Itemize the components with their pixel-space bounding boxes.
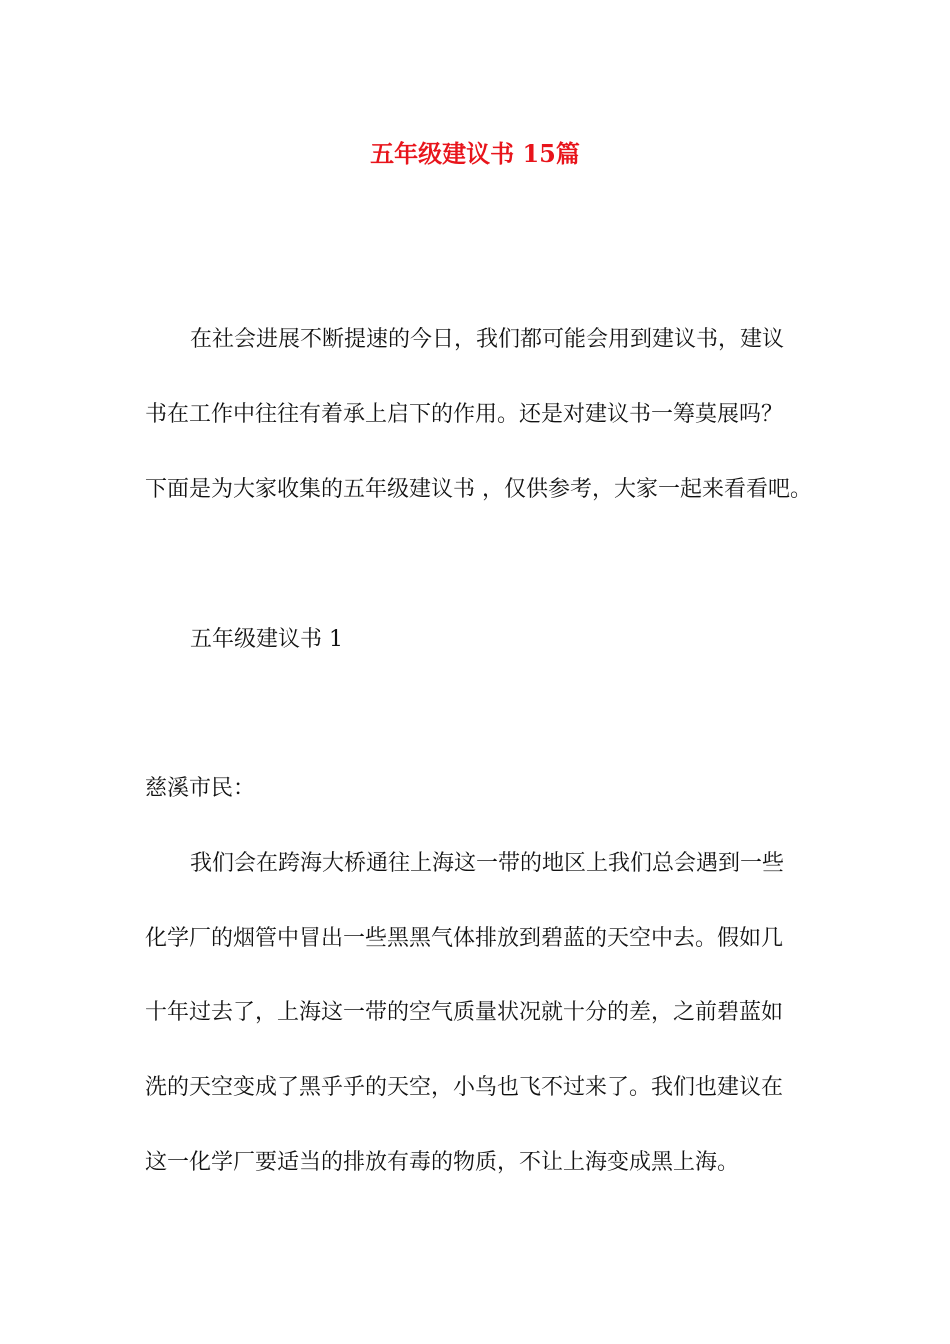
document-title: 五年级建议书 15篇 <box>370 139 580 168</box>
body-line-1: 我们会在跨海大桥通往上海这一带的地区上我们总会遇到一些 <box>190 851 785 876</box>
body-line-5: 这一化学厂要适当的排放有毒的物质，不让上海变成黑上海。 <box>145 1150 740 1175</box>
body-line-3: 十年过去了，上海这一带的空气质量状况就十分的差，之前碧蓝如 <box>145 1000 784 1025</box>
body-line-2: 化学厂的烟管中冒出一些黑黑气体排放到碧蓝的天空中去。假如几 <box>145 926 784 951</box>
intro-line-2: 书在工作中往往有着承上启下的作用。还是对建议书一筹莫展吗？ <box>145 402 784 427</box>
section-heading: 五年级建议书 1 <box>190 627 343 652</box>
intro-line-1: 在社会进展不断提速的今日，我们都可能会用到建议书，建议 <box>190 327 785 352</box>
salutation: 慈溪市民： <box>145 776 256 801</box>
body-line-4: 洗的天空变成了黑乎乎的天空，小鸟也飞不过来了。我们也建议在 <box>145 1075 784 1100</box>
intro-line-3: 下面是为大家收集的五年级建议书 ，仅供参考，大家一起来看看吧。 <box>145 477 812 502</box>
